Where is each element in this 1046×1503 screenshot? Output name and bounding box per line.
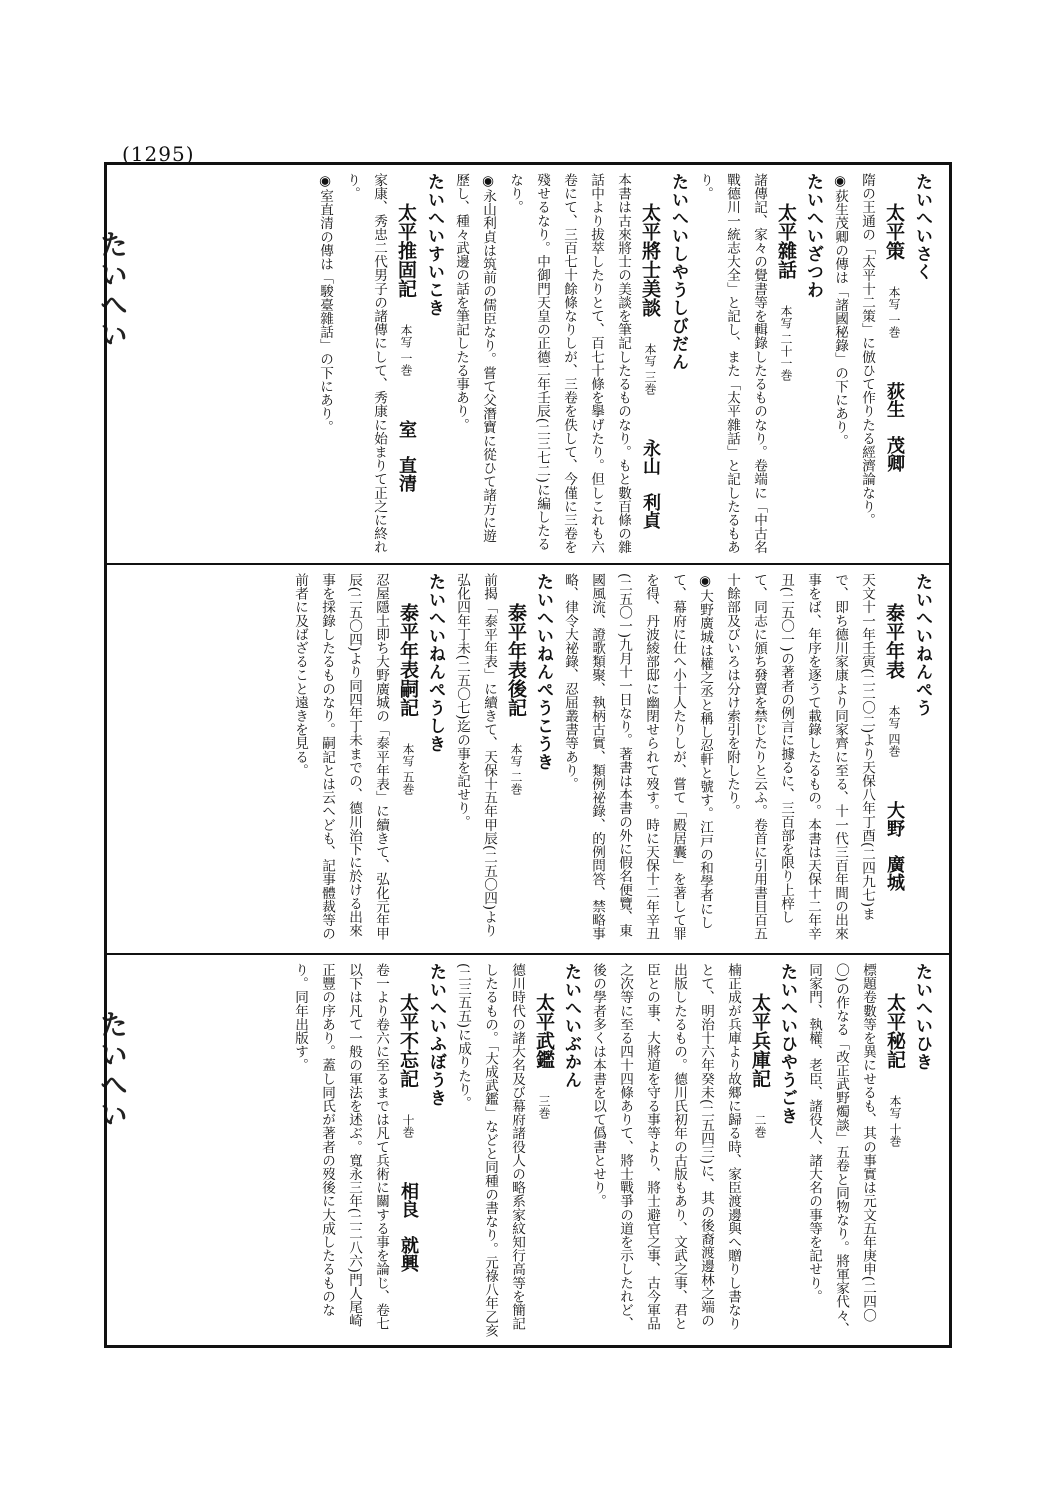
entry-body: 德川時代の諸大名及び幕府諸役人の略系家紋知行高等を簡記したるもの。「大成武鑑」などと同種の書なり。元祿八年乙亥(二三五五)に成りたり。 (455, 963, 525, 1337)
entry-volumes: 本写 二巻 (509, 731, 523, 795)
entry-body: 標題卷數等を異にせるも、其の事實は元文五年庚申(二四〇〇)の作なる「改正武野燭談」五卷と同物なり。將軍家代々、同家門、執權、老臣、諸役人、諸大名の事等を記せり。 (806, 963, 876, 1336)
entry-heading: たいへいぶかん (561, 963, 581, 1089)
entry-body: 家康、秀忠二代男子の諸傳にして、秀康に始まりて正之に終れり。 (344, 173, 387, 554)
entry-note: ◉永山利貞は筑前の儒臣なり。嘗て父潛寶に從ひて諸方に遊歷し、種々武邊の話を筆記したる事あり。 (453, 173, 496, 543)
entry-body: 楠正成が兵庫より故郷に歸る時、家臣渡邊與へ贈りし書なりとて、明治十六年癸未(二五四三)に、其の後裔渡邊林之端の出版したるもの。德川氏初年の古版もあり、文武之事、君と臣との事、大將道を守る事等より、將士避官之事、古今軍品之次等に至る四十四條ありて、將士戰爭の道を示したれど、後の學者多くは本書を以て僞書とせり。 (590, 963, 741, 1331)
entry-body: 本書は古來將士の美談を筆記したるものなり。もと數百條の雜話中より拔萃したりとて、百七十條を擧げたり。但しこれも六卷にて、三百七十餘條なりしが、三卷を佚して、今僅に三卷を殘せるなり。中御門天皇の正德二年壬辰(二三七二)に編したるなり。 (507, 173, 631, 554)
entry-author: 室 直清 (396, 401, 417, 492)
entry-title-line (394, 963, 422, 1337)
entry-heading: たいへいざつわ (803, 173, 823, 299)
entry-body: 諸傳記、家々の覺書等を輯錄したるものなり。卷端に「中古名戰德川一統志大全」と記し、また「太平雜話」と記したるもあり。 (697, 173, 767, 554)
entry-heading: たいへいねんぺうこうき (533, 573, 553, 771)
entry-note: ◉荻生茂卿の傳は「諸國秘錄」の下にあり。 (832, 173, 848, 448)
entry-volumes: 本写 二十一巻 (779, 293, 793, 381)
entry-volumes: 本写 三巻 (643, 331, 657, 395)
entry-volumes: 本写 五巻 (401, 731, 415, 795)
entry-heading: たいへいさく (912, 173, 932, 281)
entry-heading: たいへいひき (912, 963, 932, 1071)
entry-title: 泰平年表嗣記 (397, 603, 419, 717)
entry-title-line (881, 963, 908, 1337)
entry-title-line (880, 573, 908, 945)
entry-heading: たいへいねんぺう (912, 573, 932, 717)
entry-body: 卷一より卷六に至るまでは凡て兵術に關する事を論じ、卷七以下は凡て一般の軍法を述ぶ。寬永三年(二二八六)門人尾崎正豐の序あり。蓋し同氏が著者の歿後に大成したるものなり。同年出版す。 (292, 963, 389, 1331)
band-middle (107, 565, 949, 953)
band-top-columns (115, 173, 935, 555)
entry-title: 太平策 (883, 203, 905, 260)
band-middle-columns (115, 573, 935, 945)
entry-heading: たいへいすいこき (424, 173, 444, 317)
entry-title: 太平將士美談 (639, 203, 661, 317)
entry-title-line (530, 963, 557, 1337)
band-bottom-columns (115, 963, 935, 1337)
running-head-top: たいへい (96, 230, 129, 350)
entry-volumes: 十巻 (401, 1102, 415, 1138)
entry-volumes: 本写 一巻 (887, 274, 901, 338)
entry-body: 前揭「泰平年表」に續きて、天保十五年甲辰(二五〇四)より弘化四年丁未(二五〇七)迄の事を記せり。 (454, 573, 497, 938)
entry-heading: たいへいしやうしびだん (668, 173, 688, 371)
entry-note: ◉室直清の傳は「駿臺雜話」の下にあり。 (317, 173, 333, 434)
entry-body: 忍屋隱士即ち大野廣城の「泰平年表」に續きて、弘化元年甲辰(二五〇四)より同四年丁未までの、德川治下に於ける出來事を採錄したるものなり。嗣記とは云へども、記事體裁等の前者に及ばざること遠きを見る。 (292, 573, 389, 941)
page-number: (1295) (122, 142, 195, 166)
entry-title-line (880, 173, 908, 555)
entry-heading: たいへいねんぺうしき (425, 573, 445, 753)
entry-title: 太平不忘記 (397, 993, 419, 1088)
page-frame (104, 162, 952, 1348)
band-bottom (107, 955, 949, 1345)
entry-volumes: 本写 四巻 (887, 693, 901, 757)
entry-note: ◉大野廣城は權之丞と稱し忍軒と號す。江戸の和學者にして、幕府に仕へ小十人たりしが、嘗て「殿居囊」を著して罪を得、丹波綾部邸に幽閉せられて歿す。時に天保十二年辛丑(二五〇一)九月十一日なり。著書は本書の外に假名便覽、東國風流、證歌類聚、執柄古實、類例祕錄、的例問答、禁略事略、律令大祕錄、忍屈叢書等あり。 (562, 573, 713, 941)
entry-volumes: 二巻 (753, 1102, 767, 1138)
entry-heading: たいへいひやうごき (777, 963, 797, 1125)
entry-title: 太平兵庫記 (749, 993, 771, 1088)
entry-title-line (772, 173, 799, 555)
entry-author: 相良 就興 (398, 1164, 419, 1272)
entry-title: 太平秘記 (884, 993, 906, 1069)
entry-author: 荻生 茂卿 (884, 363, 905, 472)
entry-volumes: 本写 十巻 (888, 1083, 902, 1147)
entry-title-line (636, 173, 664, 555)
running-head-bottom: たいへい (96, 1010, 129, 1130)
entry-volumes: 本写 一巻 (399, 312, 413, 376)
entry-title-line (746, 963, 773, 1337)
entry-author: 永山 利貞 (640, 420, 661, 529)
band-top (107, 165, 949, 563)
entry-body: 隋の王通の「太平十二策」に倣ひて作りたる經濟論なり。 (859, 173, 875, 527)
entry-title-line (502, 573, 529, 945)
entry-volumes: 三巻 (537, 1083, 551, 1119)
entry-body: 天文十一年壬寅(二二〇二)より天保八年丁酉(二四九七)まで、即ち德川家康より同家齊に至る、十一代三百年間の出來事をば、年序を逐うて載錄したるもの。本書は天保十二年辛丑(二五〇一)の著者の例言に據るに、三百部を限り上梓して、同志に頒ち發賣を禁じたりと云ふ。卷首に引用書目百五十餘部及びいろは分け索引を附したり。 (724, 573, 875, 941)
entry-title-line (394, 573, 421, 945)
entry-title: 太平武鑑 (533, 993, 555, 1069)
entry-title: 泰平年表 (883, 603, 905, 679)
entry-author: 大野 廣城 (884, 782, 905, 891)
entry-title: 太平推固記 (395, 203, 417, 298)
entry-title: 太平雜話 (775, 203, 797, 279)
entry-title: 泰平年表後記 (505, 603, 527, 717)
entry-heading: たいへいふぼうき (426, 963, 446, 1107)
entry-title-line (392, 173, 420, 555)
